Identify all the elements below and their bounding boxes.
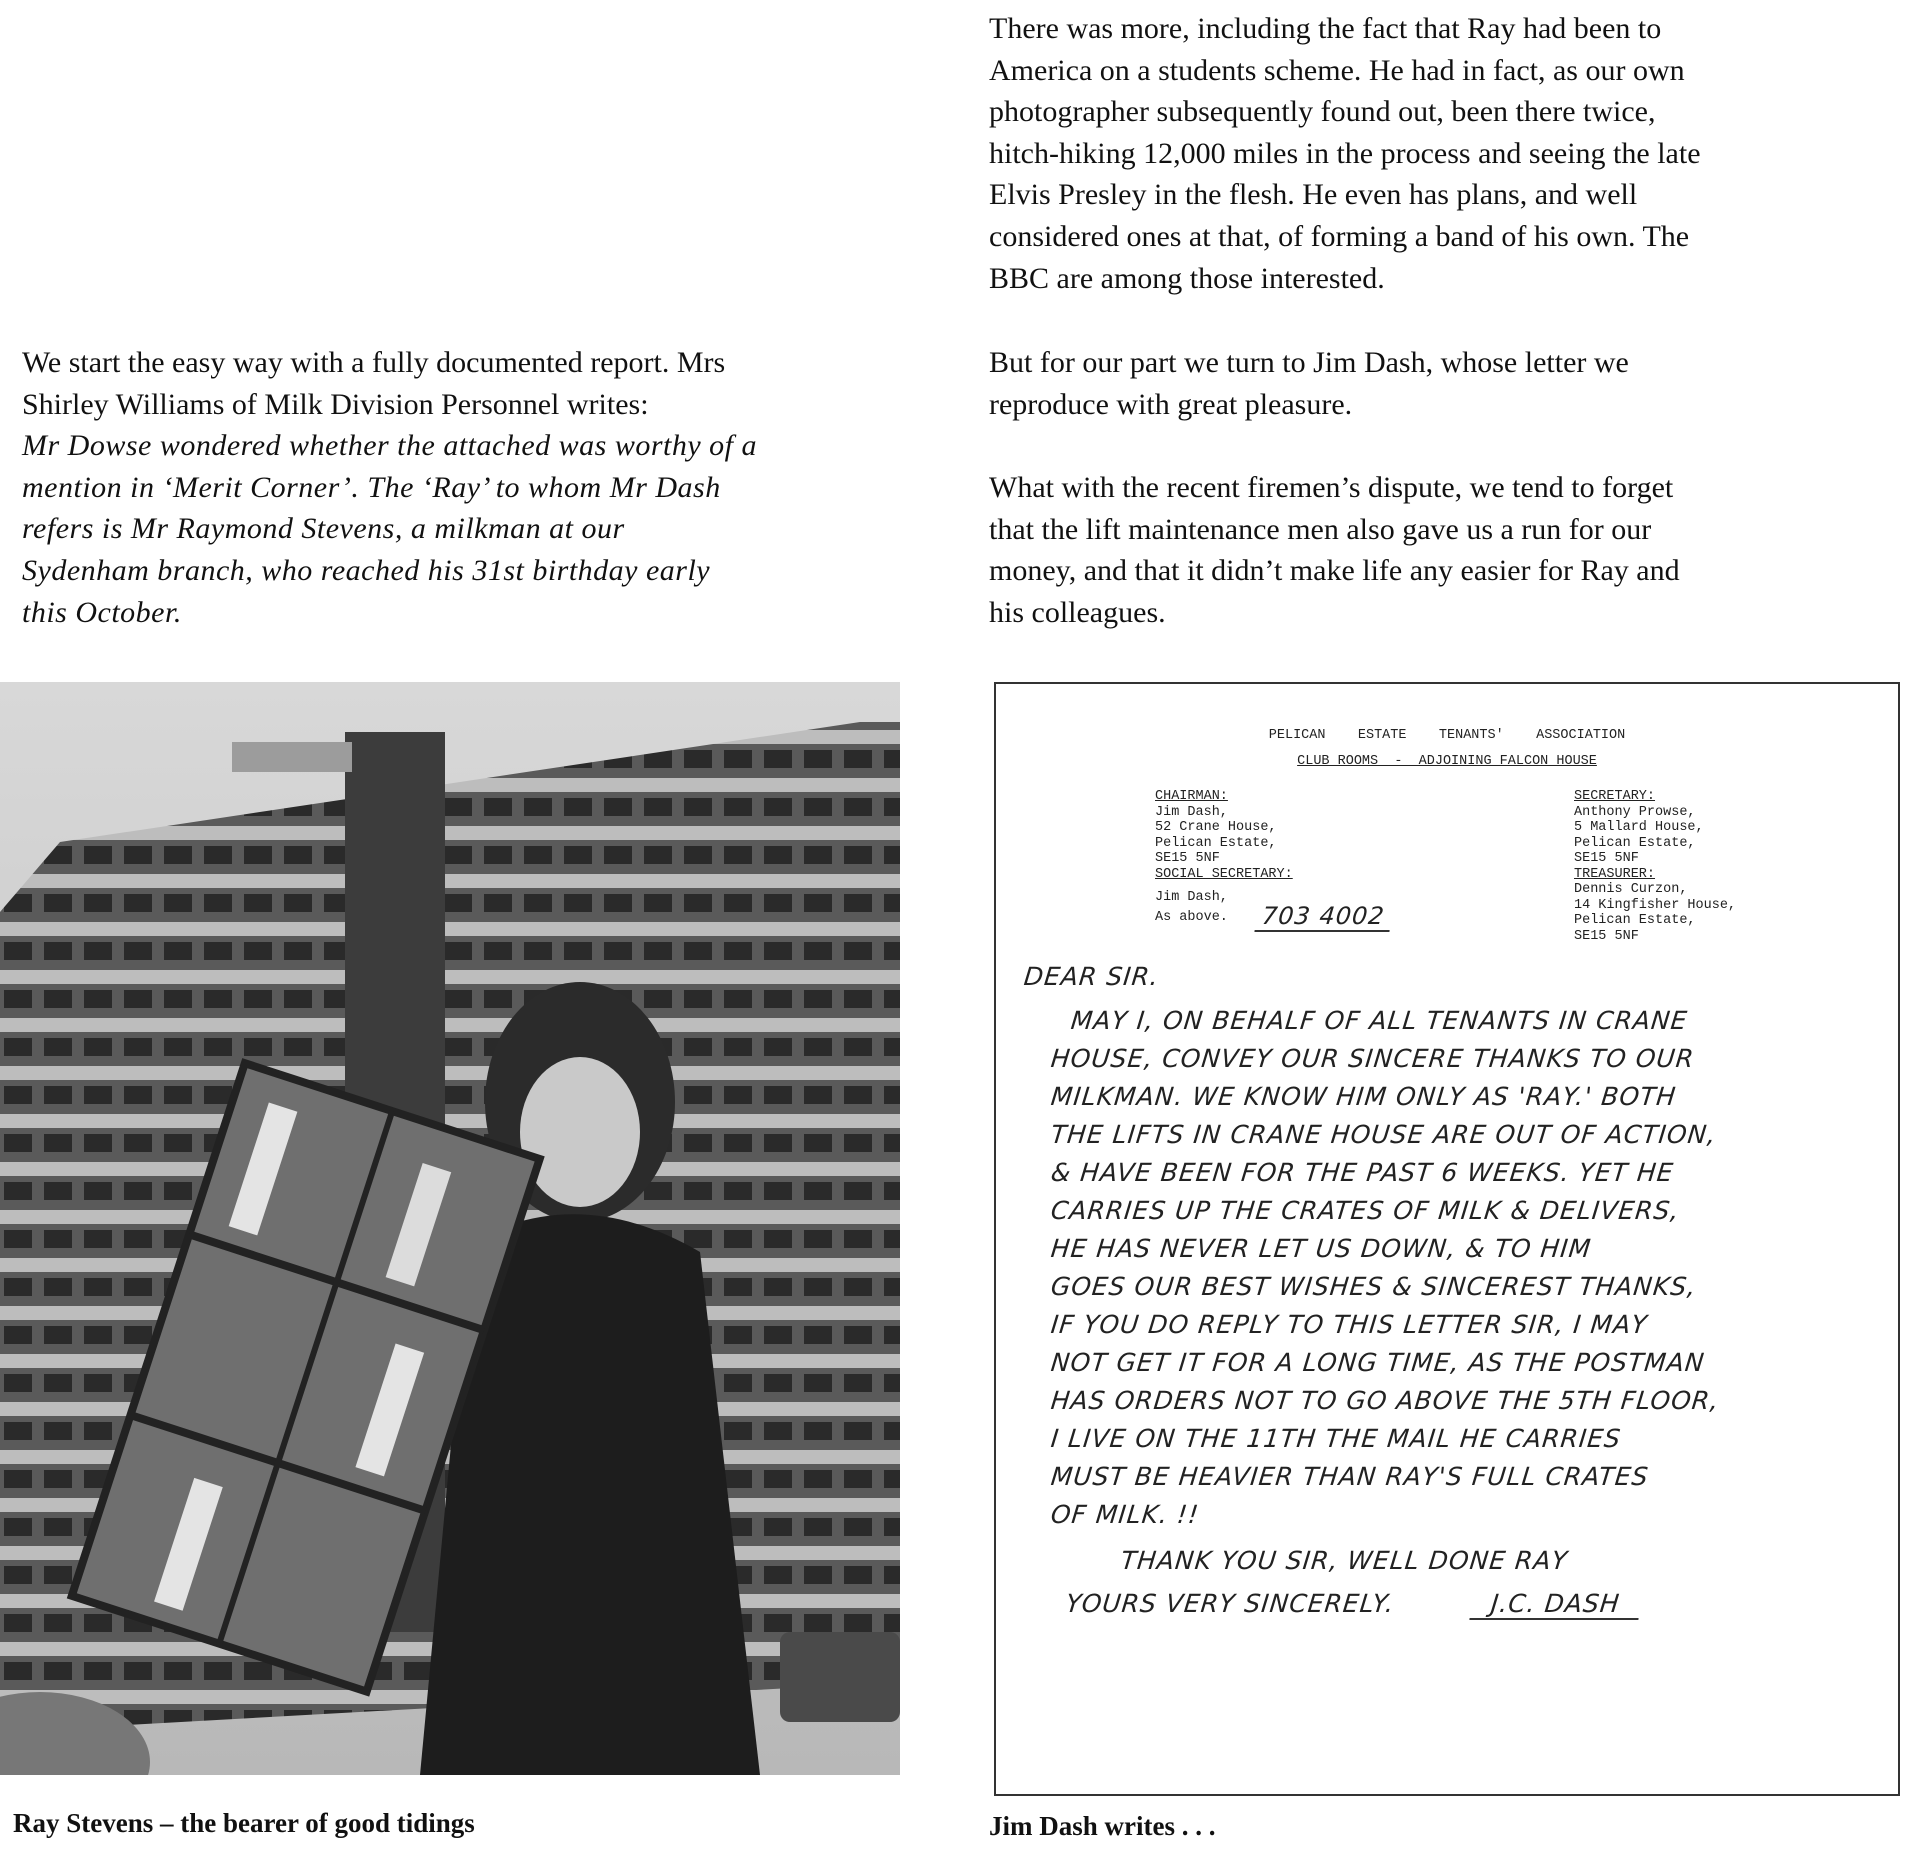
letter-salutation: DEAR SIR.	[1022, 962, 1161, 991]
letter-line: MILKMAN. WE KNOW HIM ONLY AS 'RAY.' BOTH	[1049, 1082, 1678, 1111]
scanned-letter	[994, 682, 1900, 1796]
letter-line: I LIVE ON THE 11TH THE MAIL HE CARRIES	[1049, 1424, 1623, 1453]
article-paragraph-america	[989, 8, 1701, 299]
address-line: Jim Dash,	[1155, 890, 1228, 905]
address-line: As above.	[1155, 909, 1228, 925]
signature: J.C. DASH	[1469, 1589, 1641, 1620]
text-line: Elvis Presley in the flesh. He even has plans, and well	[989, 178, 1638, 212]
letter-line: HAS ORDERS NOT TO GO ABOVE THE 5TH FLOOR,	[1049, 1386, 1721, 1415]
social-secretary-label: SOCIAL SECRETARY:	[1155, 866, 1293, 882]
quote-line: mention in ‘Merit Corner’. The ‘Ray’ to whom Mr Dash	[22, 470, 721, 504]
text-line: money, and that it didn’t make life any easier for Ray and	[989, 554, 1680, 588]
secretary-label: SECRETARY:	[1574, 789, 1656, 804]
address-line: Dennis Curzon,	[1574, 882, 1688, 897]
text-line: that the lift maintenance men also gave us a run for our	[989, 512, 1652, 546]
letter-caption: Jim Dash writes . . .	[989, 1811, 1216, 1841]
address-line: SE15 5NF	[1155, 851, 1220, 866]
letter-line: IF YOU DO REPLY TO THIS LETTER SIR, I MAY	[1049, 1310, 1650, 1339]
text-line: There was more, including the fact that Ray had been to	[989, 12, 1662, 45]
letterhead-title: PELICAN ESTATE TENANTS' ASSOCIATION	[1268, 728, 1626, 743]
address-line: Anthony Prowse,	[1574, 804, 1696, 820]
text-line: America on a students scheme. He had in fact, as our own	[989, 53, 1685, 87]
article-paragraph-intro	[22, 342, 757, 633]
letter-line: & HAVE BEEN FOR THE PAST 6 WEEKS. YET HE	[1049, 1158, 1676, 1187]
handwritten-phone-number: 703 4002	[1254, 902, 1392, 932]
letter-line: NOT GET IT FOR A LONG TIME, AS THE POSTMAN	[1049, 1348, 1707, 1377]
address-line: 14 Kingfisher House,	[1574, 897, 1737, 913]
letter-closing: YOURS VERY SINCERELY.	[1064, 1589, 1396, 1618]
photo-caption: Ray Stevens – the bearer of good tidings	[13, 1808, 475, 1838]
text-line: But for our part we turn to Jim Dash, whose letter we	[989, 346, 1629, 379]
quote-line: refers is Mr Raymond Stevens, a milkman at our	[22, 512, 625, 546]
quote-line: Sydenham branch, who reached his 31st birthday early	[22, 553, 711, 587]
quote-line: this October.	[22, 595, 182, 629]
address-line: SE15 5NF	[1574, 928, 1639, 944]
secretary-block	[1574, 789, 1736, 944]
address-line: Jim Dash,	[1155, 804, 1228, 820]
letter-line: HOUSE, CONVEY OUR SINCERE THANKS TO OUR	[1049, 1044, 1696, 1073]
text-line: hitch-hiking 12,000 miles in the process and seeing the late	[989, 136, 1701, 170]
address-line: Pelican Estate,	[1574, 835, 1696, 851]
chairman-label: CHAIRMAN:	[1155, 789, 1228, 804]
letter-line: HE HAS NEVER LET US DOWN, & TO HIM	[1049, 1234, 1593, 1263]
article-paragraph-jim-dash	[989, 342, 1629, 425]
text-line: reproduce with great pleasure.	[989, 387, 1353, 421]
quote-line: Mr Dowse wondered whether the attached was worthy of a	[22, 429, 757, 463]
letter-line: CARRIES UP THE CRATES OF MILK & DELIVERS,	[1049, 1196, 1682, 1225]
letter-line: THE LIFTS IN CRANE HOUSE ARE OUT OF ACTION,	[1049, 1120, 1718, 1149]
address-line: SE15 5NF	[1574, 851, 1639, 866]
text-line: We start the easy way with a fully documented report. Mrs	[22, 346, 726, 379]
address-line: Pelican Estate,	[1574, 913, 1696, 928]
letter-line: MAY I, ON BEHALF OF ALL TENANTS IN CRANE	[1069, 1006, 1690, 1035]
address-line: 5 Mallard House,	[1574, 820, 1704, 835]
letter-line: MUST BE HEAVIER THAN RAY'S FULL CRATES	[1049, 1462, 1651, 1491]
text-line: What with the recent firemen’s dispute, we tend to forget	[989, 471, 1674, 504]
letter-thanks: THANK YOU SIR, WELL DONE RAY	[1119, 1546, 1570, 1575]
article-paragraph-firemen	[989, 467, 1680, 633]
text-line: photographer subsequently found out, been there twice,	[989, 95, 1656, 129]
letterhead-subtitle: CLUB ROOMS - ADJOINING FALCON HOUSE	[1297, 754, 1597, 769]
treasurer-label: TREASURER:	[1574, 866, 1656, 882]
letter-line: OF MILK. !!	[1049, 1500, 1201, 1529]
text-line: considered ones at that, of forming a band of his own. The	[989, 219, 1690, 253]
letter-line: GOES OUR BEST WISHES & SINCEREST THANKS,	[1049, 1272, 1698, 1301]
text-line: BBC are among those interested.	[989, 261, 1385, 295]
photo-milkman-with-crates	[0, 682, 900, 1775]
address-line: Pelican Estate,	[1155, 835, 1277, 851]
address-line: 52 Crane House,	[1155, 820, 1277, 835]
text-line: his colleagues.	[989, 595, 1166, 629]
text-line: Shirley Williams of Milk Division Personnel writes:	[22, 387, 649, 421]
